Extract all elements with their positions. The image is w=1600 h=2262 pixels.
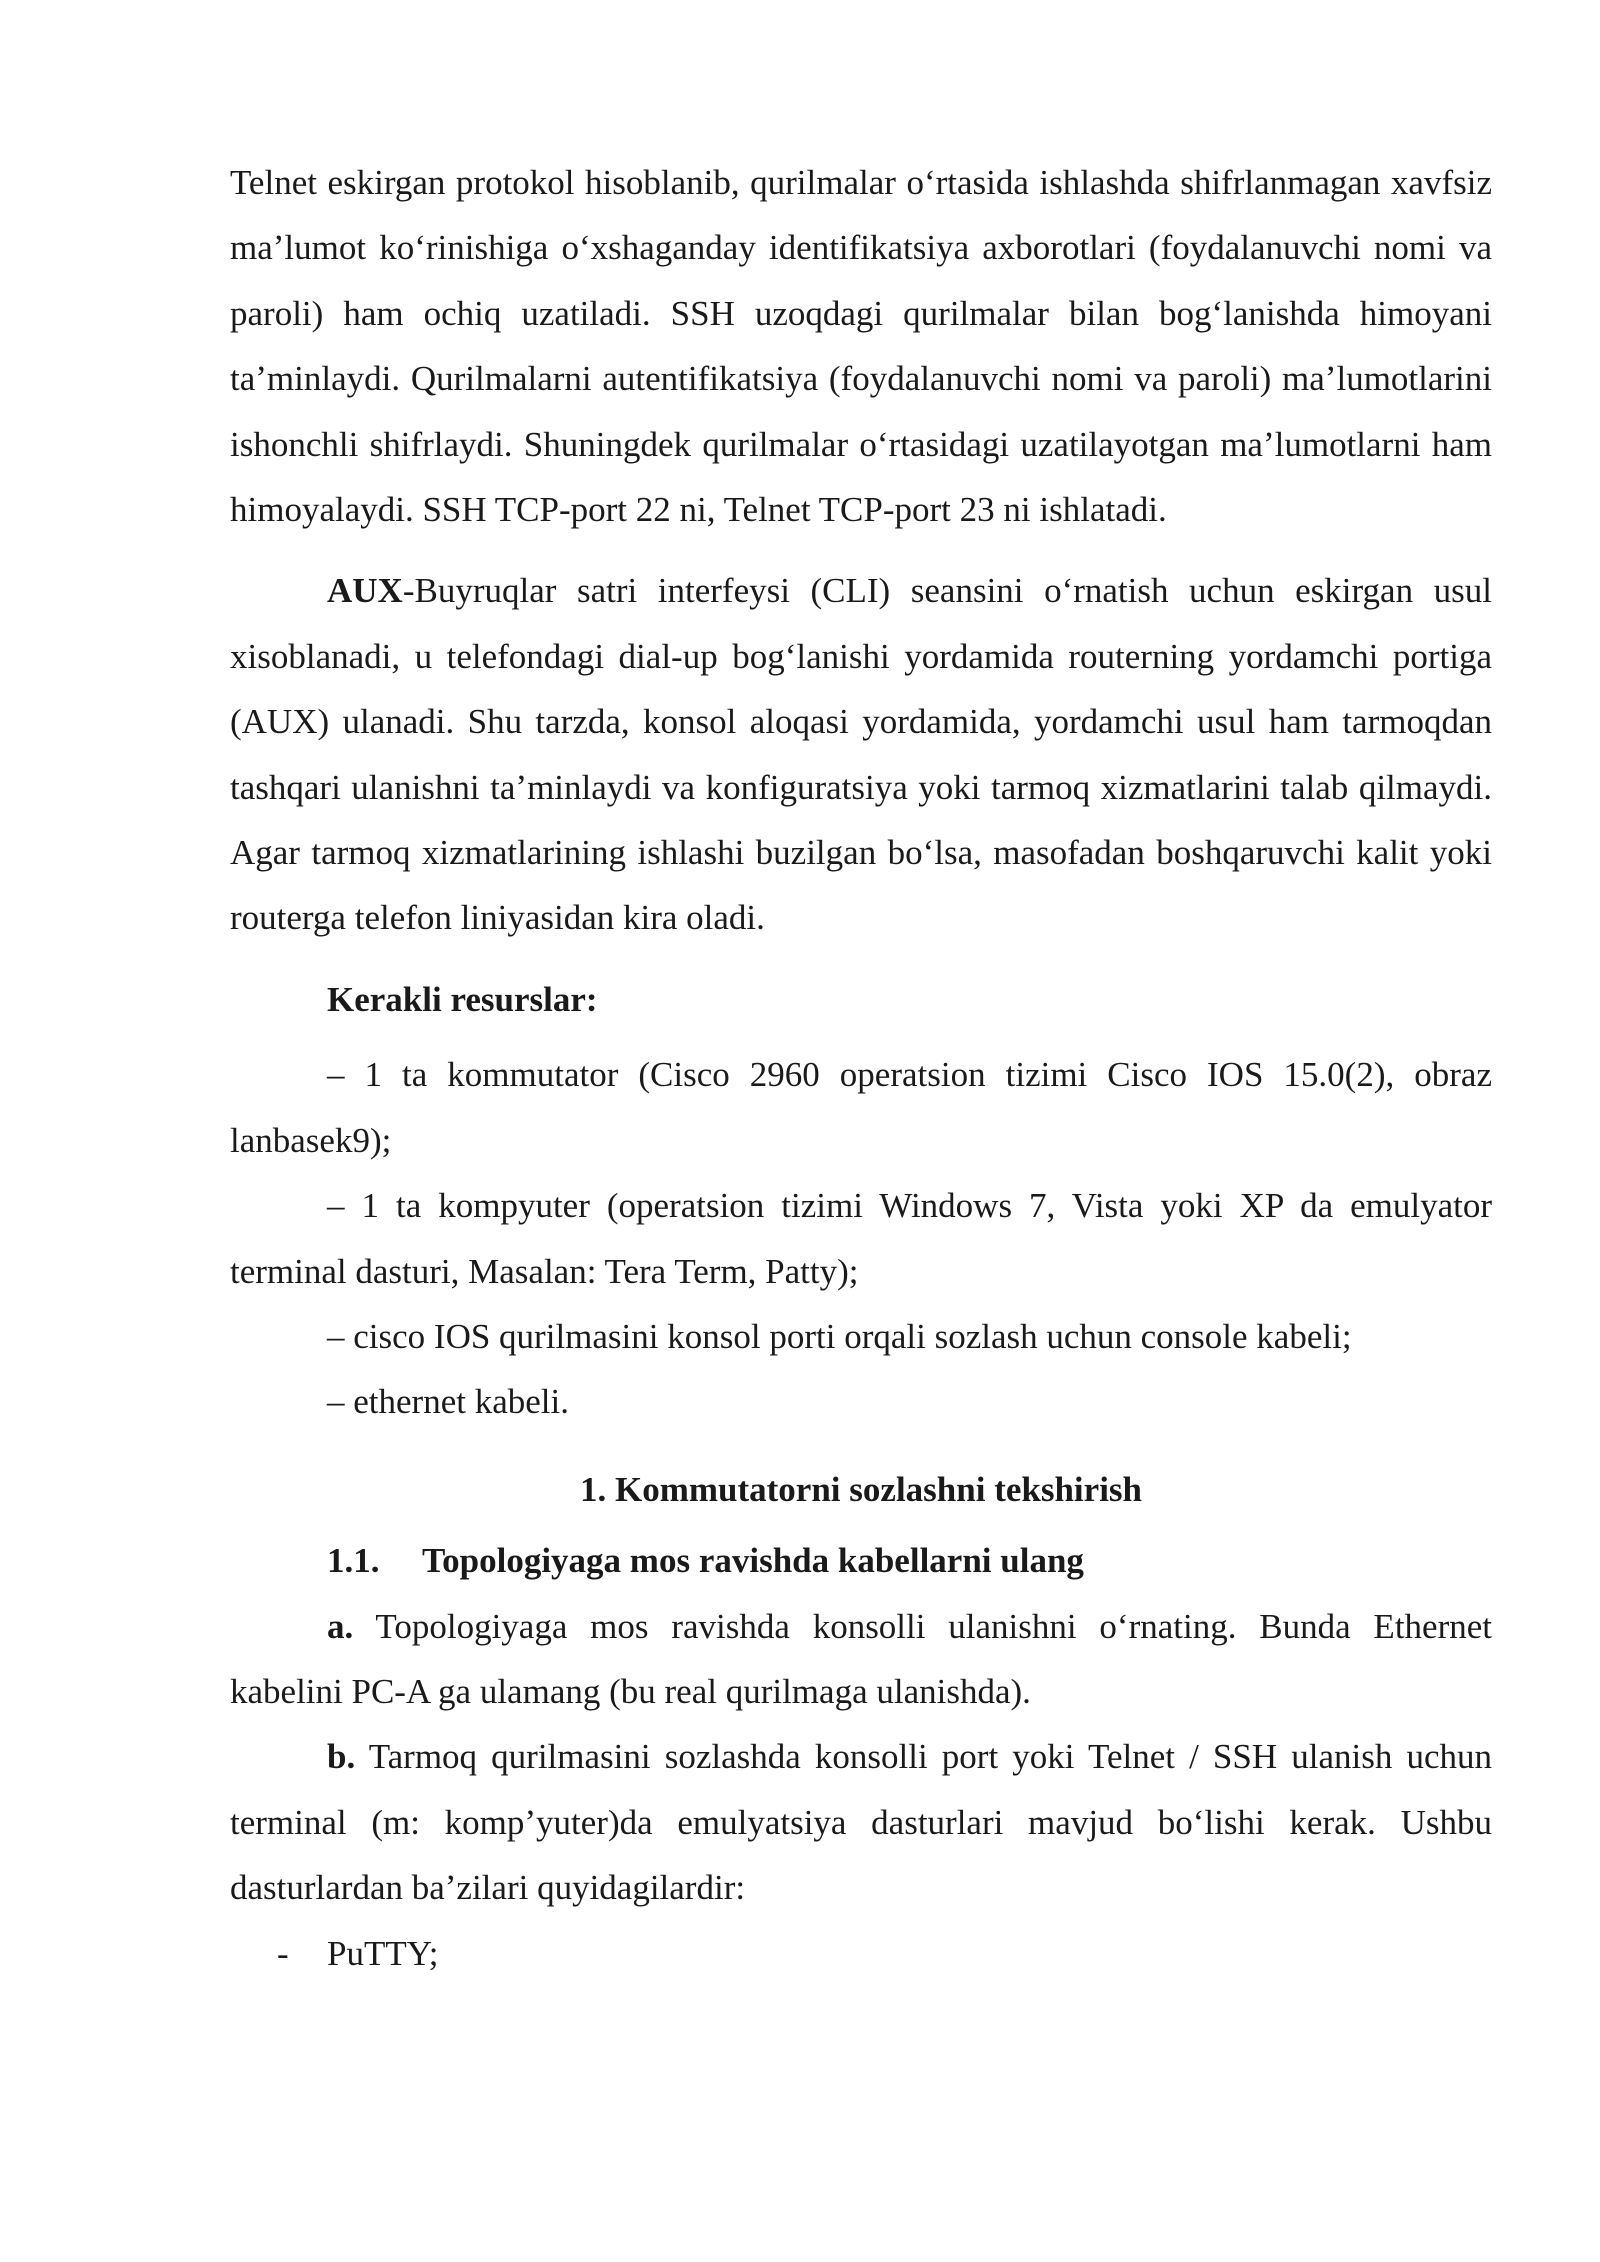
aux-description: -Buyruqlar satri interfeysi (CLI) seansini oʻrnatish uchun eskirgan usul xisoblanadi, u telefondagi dial-up bogʻlanishi yordamida routerning yordamchi portiga (AUX) ulanadi. Shu tarzda, konsol aloqasi yordamida, yordamchi usul ham tarmoqdan tashqari ulanishni taʼminlaydi va konfiguratsiya yoki tarmoq xizmatlarini talab qilmaydi. Agar tarmoq xizmatlarining ishlashi buzilgan boʻlsa, masofadan boshqaruvchi kalit yoki routerga telefon liniyasidan kira oladi. — [230, 571, 1492, 938]
document-page — [230, 150, 1492, 1986]
resources-heading: Kerakli resurslar: — [327, 979, 598, 1019]
step-a — [230, 1594, 1492, 1725]
step-a-text: Topologiyaga mos ravishda konsolli ulanishni oʻrnating. Bunda Ethernet kabelini PC-A ga ulamang (bu real qurilmaga ulanishda). — [230, 1606, 1492, 1711]
resource-item-computer: – 1 ta kompyuter (operatsion tizimi Windows 7, Vista yoki XP da emulyator terminal dasturi, Masalan: Tera Term, Patty); — [230, 1186, 1492, 1291]
resource-item-ethernet-cable: – ethernet kabeli. — [327, 1382, 569, 1422]
list-bullet: - — [277, 1933, 289, 1973]
list-item — [230, 1921, 1492, 1986]
step-a-label: a. — [327, 1606, 354, 1646]
resource-item-console-cable: – cisco IOS qurilmasini konsol porti orqali sozlash uchun console kabeli; — [327, 1316, 1352, 1356]
list-item-text: PuTTY; — [327, 1933, 439, 1973]
subsection-heading — [327, 1528, 1492, 1593]
step-b-text: Tarmoq qurilmasini sozlashda konsolli port yoki Telnet / SSH ulanish uchun terminal (m: kompʼyuter)da emulyatsiya dasturlari mavjud boʻlishi kerak. Ushbu dasturlardan baʼzilari quyidagilardir: — [230, 1737, 1492, 1908]
paragraph-telnet-ssh: Telnet eskirgan protokol hisoblanib, qurilmalar oʻrtasida ishlashda shifrlanmagan xavfsiz maʼlumot koʻrinishiga oʻxshaganday identifikatsiya axborotlari (foydalanuvchi nomi va paroli) ham ochiq uzatiladi. SSH uzoqdagi qurilmalar bilan bogʻlanishda himoyani taʼminlaydi. Qurilmalarni autentifikatsiya (foydalanuvchi nomi va paroli) maʼlumotlarini ishonchli shifrlaydi. Shuningdek qurilmalar oʻrtasidagi uzatilayotgan maʼlumotlarni ham himoyalaydi. SSH TCP-port 22 ni, Telnet TCP-port 23 ni ishlatadi. — [230, 163, 1492, 530]
subsection-title: Topologiyaga mos ravishda kabellarni ulang — [422, 1541, 1084, 1581]
aux-term: AUX — [327, 571, 403, 611]
section-title: 1. Kommutatorni sozlashni tekshirish — [580, 1469, 1142, 1509]
resource-item-switch: – 1 ta kommutator (Cisco 2960 operatsion tizimi Cisco IOS 15.0(2), obraz lanbasek9); — [230, 1055, 1492, 1160]
step-b-label: b. — [327, 1737, 356, 1777]
step-b — [230, 1724, 1492, 1920]
subsection-number: 1.1. — [327, 1541, 380, 1581]
paragraph-aux — [230, 558, 1492, 950]
